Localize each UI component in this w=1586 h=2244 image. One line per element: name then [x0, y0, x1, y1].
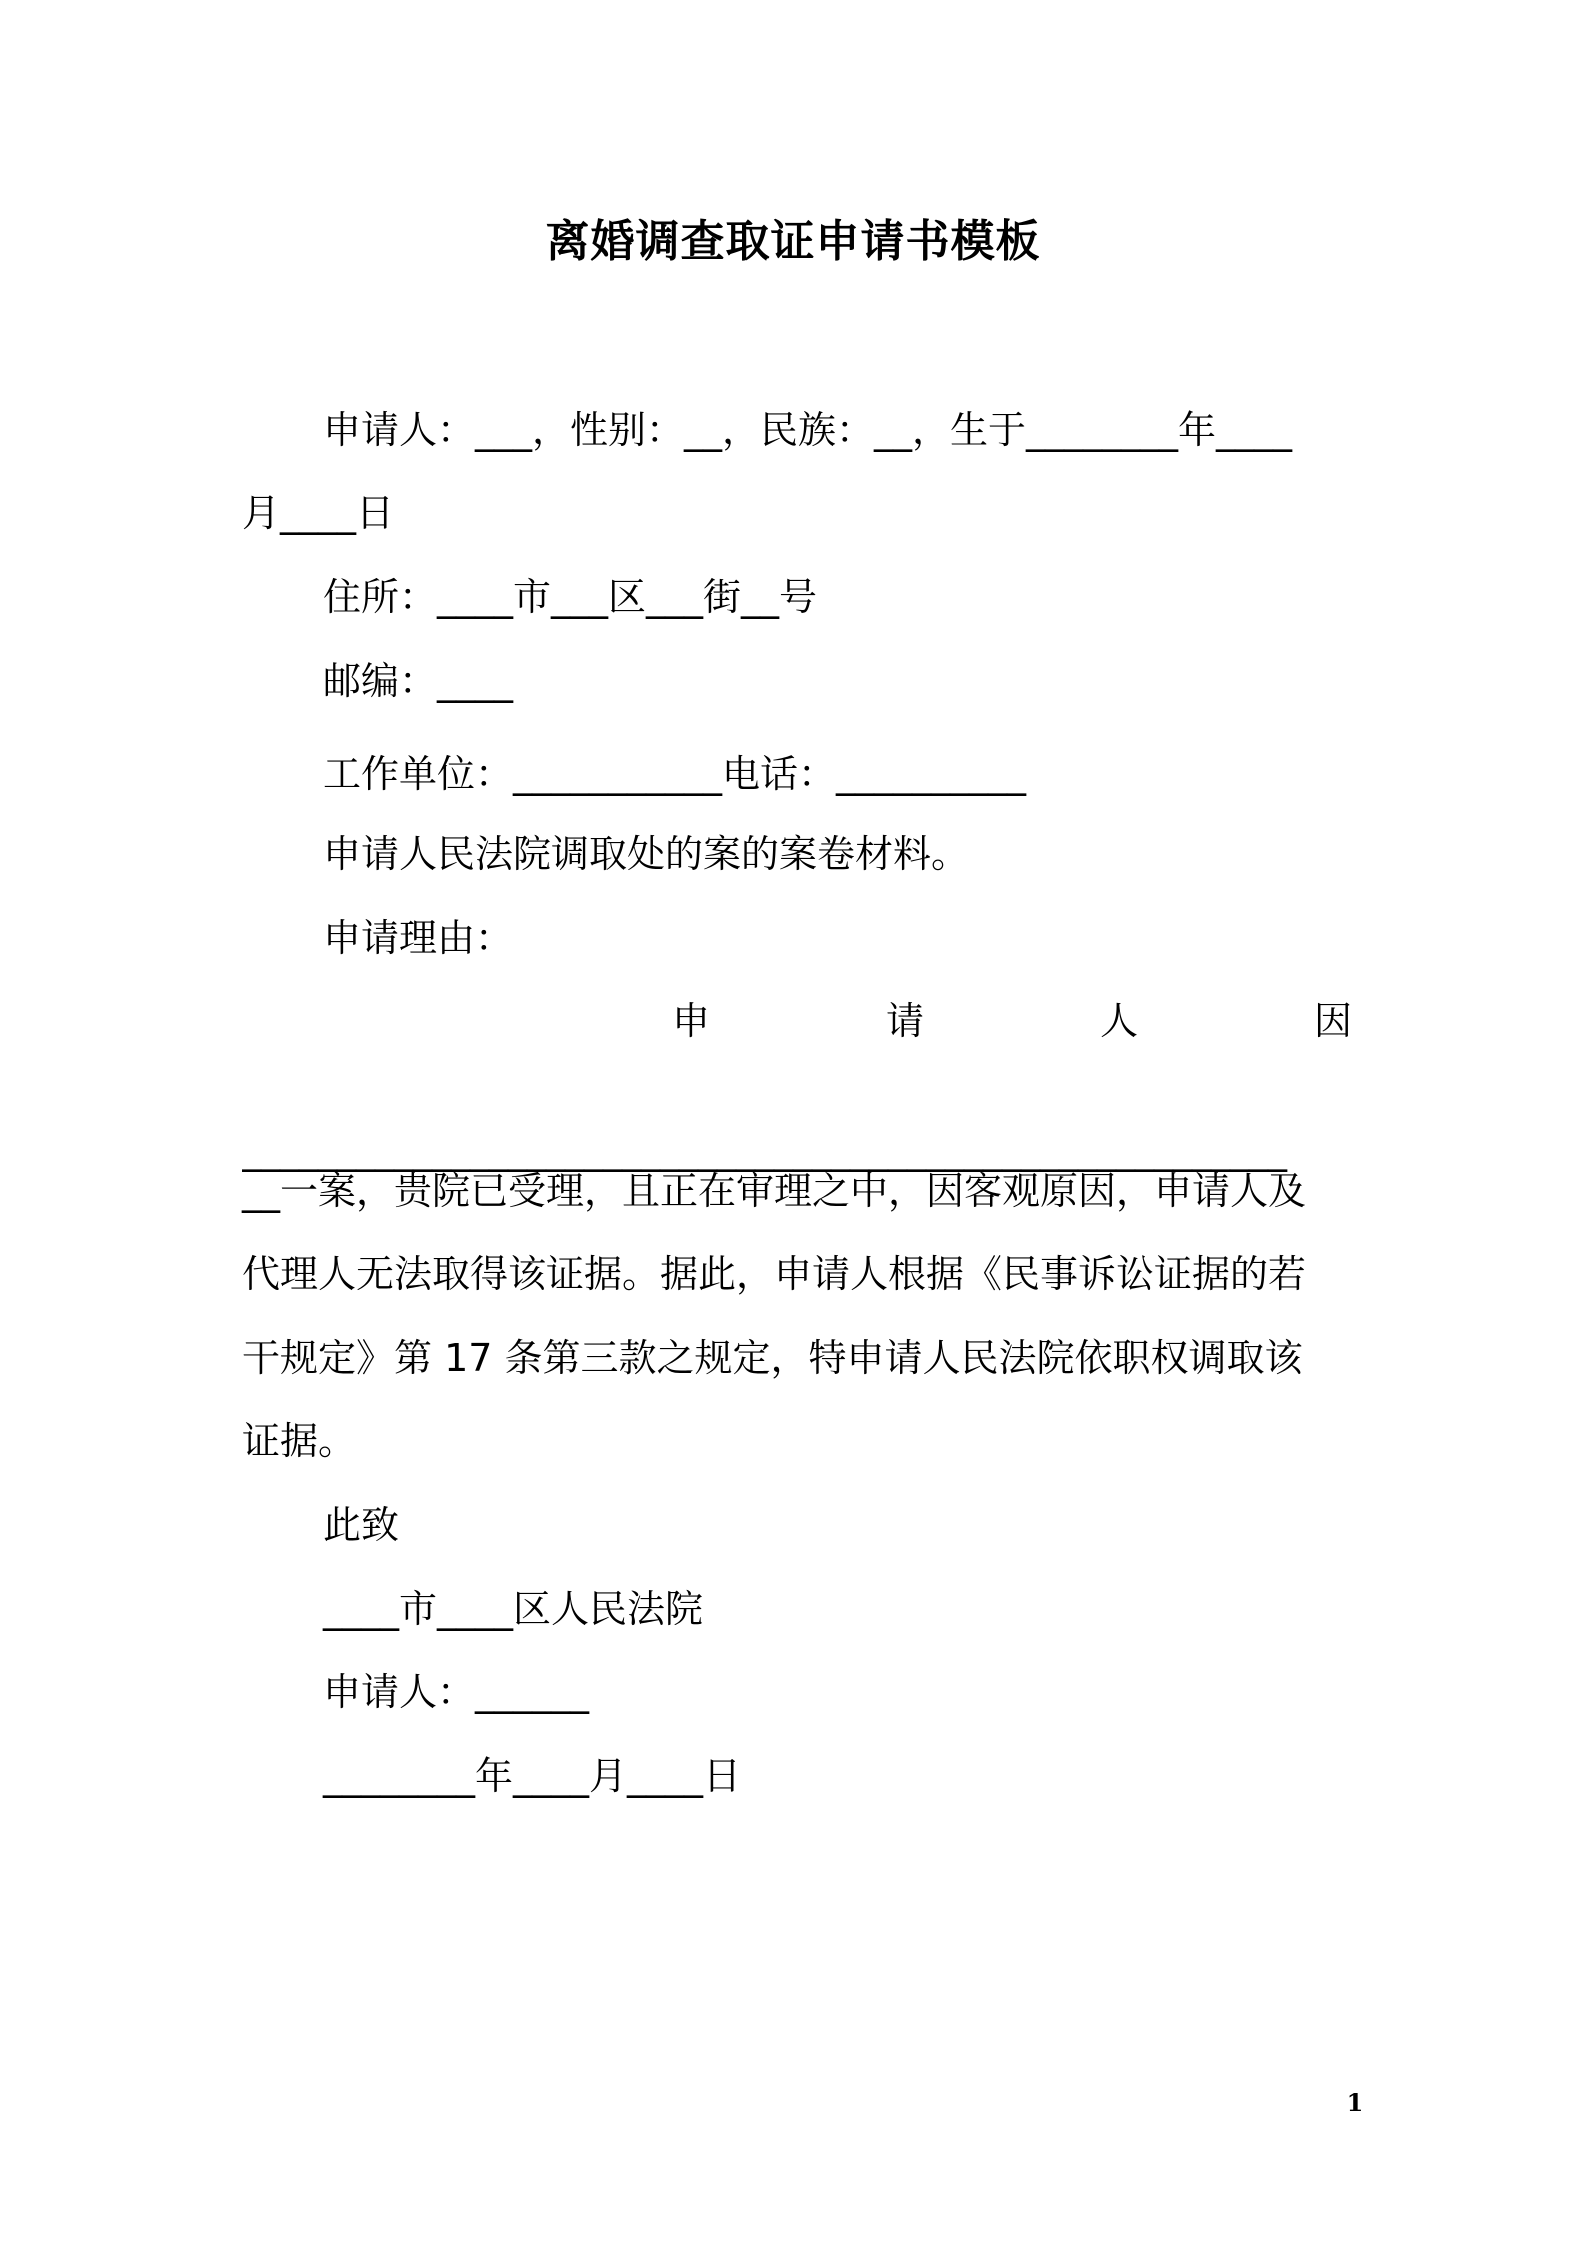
postcode-line: 邮编：____ — [323, 659, 514, 703]
signature-line: 申请人：______ — [323, 1670, 590, 1714]
spread-words-row — [672, 996, 1352, 1046]
page-number: 1 — [1346, 2088, 1364, 2117]
spread-word: 请 — [885, 999, 924, 1043]
request-line: 申请人民法院调取处的案的案卷材料。 — [323, 832, 970, 876]
residence-line: 住所：____市___区___街__号 — [323, 575, 818, 619]
spread-word: 因 — [1313, 999, 1352, 1043]
work-phone-line: 工作单位：___________电话：__________ — [323, 752, 1027, 796]
body-line-1: __一案，贵院已受理，且正在审理之中，因客观原因，申请人及 — [242, 1169, 1307, 1213]
underline-row: _______________________________________________________ — [242, 1128, 1287, 1172]
court-line: ____市____区人民法院 — [323, 1587, 704, 1631]
body-line-2: 代理人无法取得该证据。据此，申请人根据《民事诉讼证据的若 — [242, 1252, 1307, 1296]
reason-label: 申请理由： — [323, 916, 514, 960]
spread-word: 人 — [1099, 999, 1138, 1043]
body-line-4: 证据。 — [242, 1419, 357, 1463]
document-title: 离婚调查取证申请书模板 — [545, 216, 1041, 267]
applicant-info-line-1: 申请人：___，性别：__，民族：__，生于________年____ — [323, 408, 1293, 452]
closing-line: 此致 — [323, 1503, 400, 1547]
spread-word: 申 — [672, 999, 711, 1043]
date-line: ________年____月____日 — [323, 1754, 742, 1798]
body-line-3: 干规定》第 17 条第三款之规定，特申请人民法院依职权调取该 — [242, 1336, 1303, 1380]
applicant-info-line-2: 月____日 — [242, 491, 395, 535]
